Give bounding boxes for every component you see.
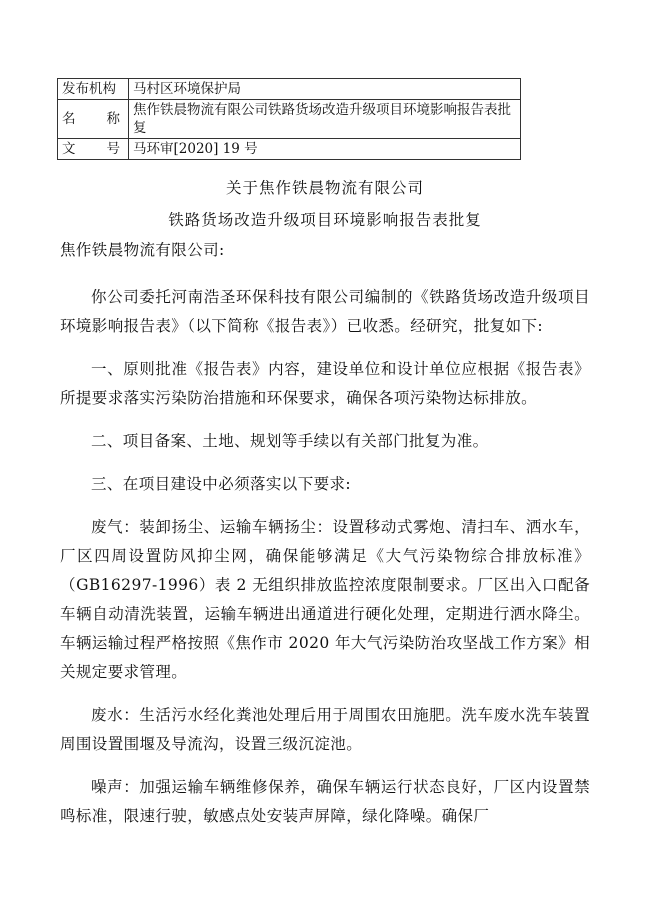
info-key-doc-number-char-2: 号 xyxy=(106,141,120,157)
info-row-issuer xyxy=(58,79,521,100)
paragraph-waste-gas: 废气：装卸扬尘、运输车辆扬尘：设置移动式雾炮、清扫车、洒水车，厂区四周设置防风抑尘网，确保能够满足《大气污染物综合排放标准》（GB16297-1996）表 2 无组织排放监控浓度限制要求。厂区出入口配备车辆自动清洗装置，运输车辆进出通道进行硬化处理，定期进行洒水降尘。车辆运输过程严格按照《焦作市 2020 年大气污染防治攻坚战工作方案》相关规定要求管理。 xyxy=(60,518,590,681)
paragraph-item-3: 三、在项目建设中必须落实以下要求: xyxy=(91,475,352,493)
info-row-doc-number xyxy=(58,139,521,160)
salutation: 焦作铁晨物流有限公司: xyxy=(60,241,225,259)
paragraph-noise: 噪声：加强运输车辆维修保养，确保车辆运行状态良好，厂区内设置禁鸣标准，限速行驶，敏感点处安装声屏障，绿化降噪。确保厂 xyxy=(60,778,590,825)
info-value-issuer: 马村区环境保护局 xyxy=(129,79,521,100)
document-title-line-2: 铁路货场改造升级项目环境影响报告表批复 xyxy=(168,211,482,229)
document-body xyxy=(60,236,590,831)
info-key-name-char-2: 称 xyxy=(106,111,120,127)
document-title-line-1: 关于焦作铁晨物流有限公司 xyxy=(225,179,424,197)
info-row-name xyxy=(58,100,521,139)
paragraph-intro: 你公司委托河南浩圣环保科技有限公司编制的《铁路货场改造升级项目环境影响报告表》（以下简称《报告表》）已收悉。经研究，批复如下: xyxy=(60,288,590,335)
document-info-table xyxy=(57,78,521,160)
info-key-doc-number-char-1: 文 xyxy=(62,141,76,157)
paragraph-waste-water: 废水：生活污水经化粪池处理后用于周围农田施肥。洗车废水洗车装置周围设置围堰及导流沟，设置三级沉淀池。 xyxy=(60,706,590,753)
paragraph-item-2: 二、项目备案、土地、规划等手续以有关部门批复为准。 xyxy=(91,432,489,450)
info-key-issuer: 发布机构 xyxy=(58,79,129,100)
info-key-doc-number xyxy=(58,139,129,160)
info-key-name-char-1: 名 xyxy=(62,111,76,127)
info-key-name xyxy=(58,100,129,139)
info-value-doc-number: 马环审[2020] 19 号 xyxy=(129,139,521,160)
info-value-name: 焦作铁晨物流有限公司铁路货场改造升级项目环境影响报告表批复 xyxy=(129,100,521,139)
paragraph-item-1: 一、原则批准《报告表》内容，建设单位和设计单位应根据《报告表》所提要求落实污染防治措施和环保要求，确保各项污染物达标排放。 xyxy=(60,360,590,407)
